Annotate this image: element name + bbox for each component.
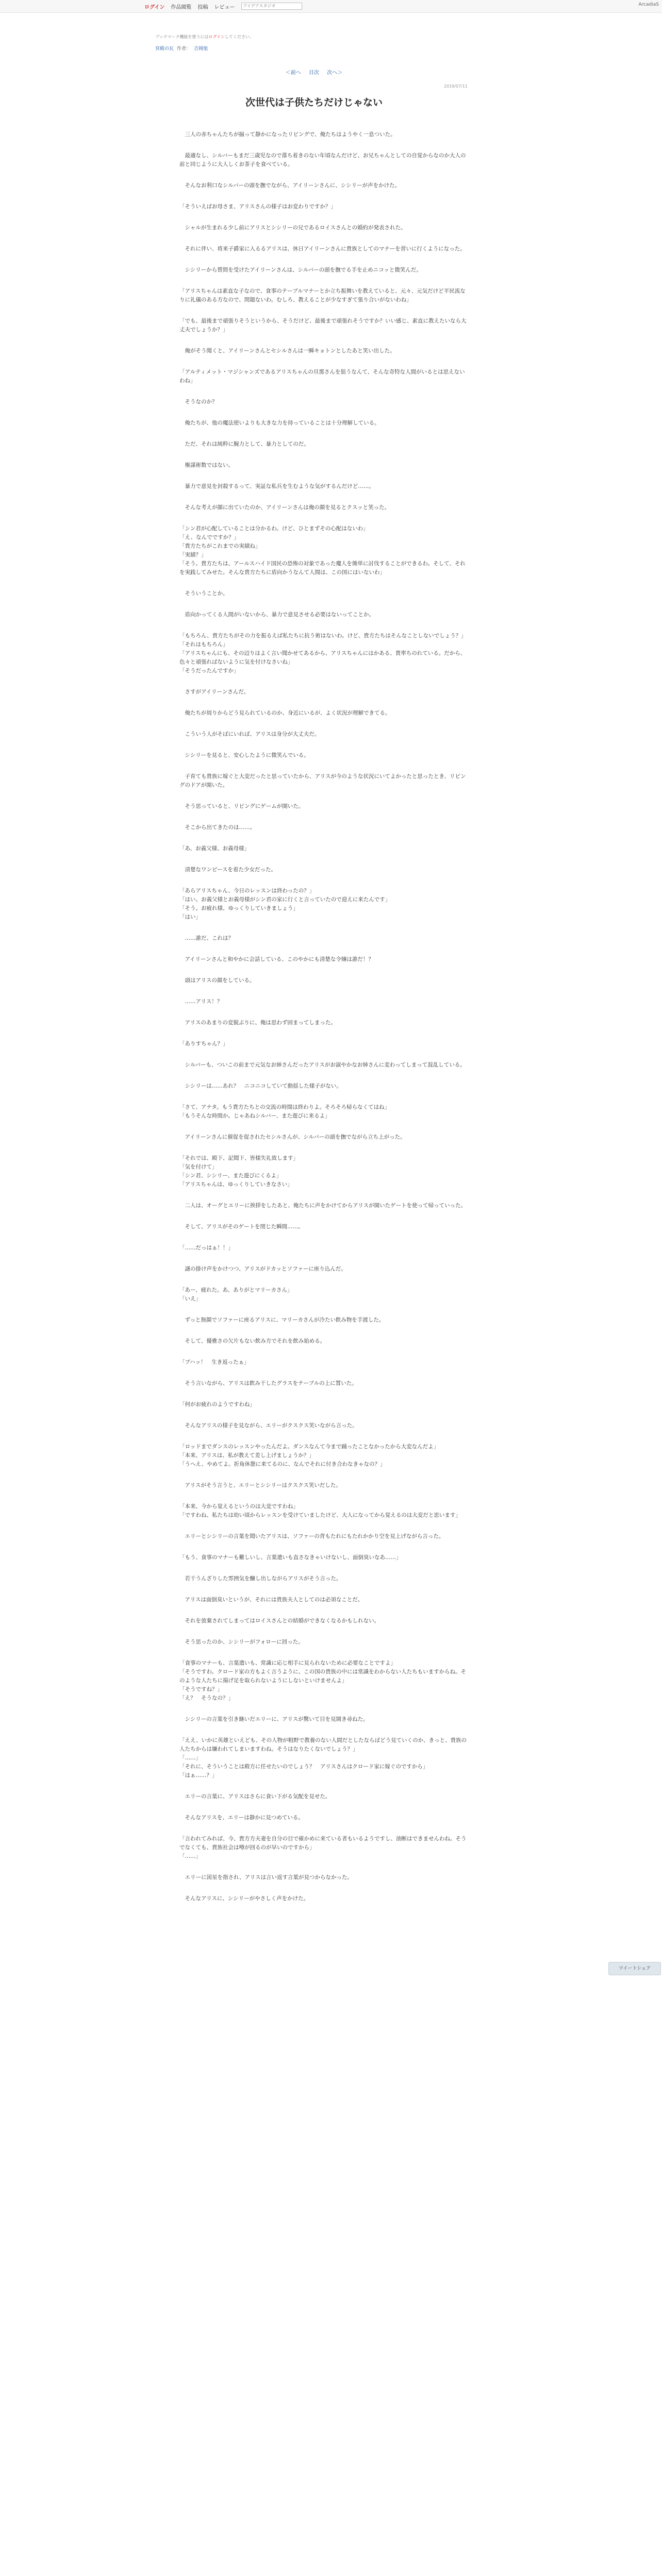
story-paragraph: アイリーンさんと和やかに会話している、このやかにも清楚な令嬢は誰だ！？ (179, 956, 374, 962)
story-paragraph: 三人の赤ちゃんたちが揃って静かになったリビングで、俺たちはようやく一息ついた。 (179, 131, 396, 138)
story-paragraph: ……誰だ、これは？ (179, 935, 234, 941)
story-paragraph: そんなアリスの様子を見ながら、エリーがクスクス笑いながら言った。 (179, 1422, 358, 1429)
story-paragraph: 「本来、今から覚えるというのは大変ですわね」 「ですわね、私たちは幼い頃からレッスンを受けていましたけど、大人になってから覚えるのは大変だと思います」 (179, 1503, 461, 1518)
story-paragraph: 頭はアリスの顔をしている。 (179, 977, 255, 984)
story-paragraph: そんなアリスに、シシリーがやさしく声をかけた。 (179, 1895, 309, 1902)
author-link[interactable]: 吉岡旭 (194, 46, 208, 52)
story-paragraph: そんなお利口なシルバーの頭を撫でながら、アイリーンさんに、シシリーが声をかけた。 (179, 182, 401, 189)
story-paragraph: 謎の掛け声をかけつつ、アリスがドカッとソファーに座り込んだ。 (179, 1266, 346, 1272)
story-paragraph: 二人は、オーグとエリーに挨拶をしたあと、俺たちに声をかけてからアリスが開いたゲートを使って帰っていった。 (179, 1202, 467, 1209)
story-paragraph: 盾向かってくる人間がいないから、暴力で意見させる必要はないってことか。 (179, 612, 374, 618)
story-paragraph: アリスのあまりの変貌ぶりに、俺は思わず固まってしまった。 (179, 1020, 336, 1026)
breadcrumb (155, 45, 482, 52)
top-navigation-bar (0, 0, 662, 13)
notice-suffix: してください。 (225, 35, 254, 39)
story-paragraph: 若干うんざりした雰囲気を醸し出しながらアリスがそう言った。 (179, 1575, 342, 1582)
story-paragraph: 「あー、疲れた。あ、ありがとマリーカさん」 「いえ」 (179, 1287, 293, 1302)
story-paragraph: 「さて、アナタ。もう貴方たちとの交流の時間は終わりよ。そろそろ帰らなくてはね」 「もうそんな時間か。じゃあねシルバー、また遊びに来るよ」 (179, 1104, 390, 1119)
story-paragraph: 「ロッドまでダンスのレッスンやったんだよ。ダンスなんて今まで踊ったことなかったから大変なんだよ」 「本来、アリスは、私が教えて差し上げましょうか？」 「うへえ、やめてよ。折角休憩に来てるのに、なんでそれに付き合わなきゃなの？」 (179, 1444, 439, 1467)
story-paragraph: 俺たちが周りからどう見られているのか、身近にいるが、よく状況が理解できてる。 (179, 710, 391, 716)
story-paragraph: エリーの言葉に、アリスはさらに食い下がる気配を見せた。 (179, 1793, 331, 1800)
story-paragraph: 「食事のマナーも、言葉遣いも、常識に応じ相手に見られないために必要なことですよ」 「そうですわ。クロード家の方もよく言うように、この国の貴族の中には常識をわからない人たちもいますからね。そのような人たちに揚げ足を取られないようにしないといけませんよ」 「そうですね？」 「え？ そうなの？」 (179, 1660, 467, 1701)
story-paragraph: そして、優雅さの欠片もない飲み方でそれを飲み始める。 (179, 1338, 326, 1344)
story-paragraph: 「アルティメット・マジシャンズであるアリスちゃんの旦那さんを狙うなんて、そんな奇特な人間がいるとは思えないわね」 (179, 369, 465, 384)
story-paragraph: 「でも、最後まで頑張りそうというから、そうだけど、最後まで頑張れそうですか？いい感じ、素直に教えたいなら大丈夫でしょうか？」 (179, 318, 467, 333)
story-paragraph: 「ありすちゃん？」 (179, 1041, 228, 1047)
story-paragraph: さすがアイリーンさんだ。 (179, 689, 250, 695)
story-paragraph: アリスがそう言うと、エリーとシシリーはクスクス笑いだした。 (179, 1482, 341, 1488)
story-paragraph: 暴力で意見を封殺するって、実証な私兵を生むような気がするんだけど……。 (179, 483, 374, 489)
search-input[interactable] (241, 3, 302, 10)
story-paragraph: アリスは面倒臭いというが、それには貴族夫人としてのは必須なことだ。 (179, 1597, 363, 1603)
story-paragraph: そう言いながら、アリスは飲み干したグラスをテーブルの上に置いた。 (179, 1380, 357, 1386)
story-paragraph: 権謀術数ではない。 (179, 462, 234, 468)
site-logo[interactable]: ArcadiaS (638, 2, 659, 7)
story-paragraph: 「そういえばお母さま、アリスさんの様子はお変わりですか？」 (179, 204, 336, 210)
story-paragraph: そんなアリスを、エリーは静かに見つめている。 (179, 1815, 304, 1821)
table-of-contents-link[interactable]: 目次 (309, 70, 319, 76)
story-paragraph: 最適なし、シルバーもまだ三歳児なので落ち着きのない年頃なんだけど、お兄ちゃんとしての自覚からなのか大人の前と同じように大人しくお茶子を食べている。 (179, 152, 466, 167)
main-content (146, 12, 482, 1916)
story-paragraph: 「もちろん、貴方たちがその力を振るえば私たちに抗う術はないわ。けど、貴方たちはそんなことしないでしょう？」 「それはもちろん」 「アリスちゃんにも、その辺りはよく言い聞かせてあるから、アリスちゃんにはかある、貴率ちのれている。だから、色々と頑張ればないように気を付けなさいね」 「そうだったんですか」 (179, 633, 467, 674)
story-paragraph: 清楚なワンピースを着た少女だった。 (179, 867, 277, 873)
top-nav-links (144, 0, 302, 12)
story-paragraph: エリーとシシリーの言葉を聞いたアリスは、ソファーの背もたれにもたれかかり空を見上げながら言った。 (179, 1533, 444, 1539)
nav-link-review[interactable]: レビュー (214, 4, 235, 10)
story-paragraph: 「何がお疲れのようですわね」 (179, 1401, 255, 1408)
story-paragraph: シシリーから質問を受けたアイリーンさんは、シルバーの頭を撫でる手を止めニコッと微笑んだ。 (179, 267, 422, 273)
story-body (179, 130, 469, 1903)
story-paragraph: 「シン君が心配していることは分かるわ。けど、ひとまずその心配はないわ」 「え、なんでですか？」 「貴方たちがこれまでの実績ね」 「実績？」 「そう。貴方たちは、アールスハイド国民の恐怖の対象であった魔人を簡単に討伐することができるわ。そして、それを実践してみせた。そんな貴方たちに盾向かうなんて人間は、この国にはいないわ」 (179, 526, 466, 575)
prev-chapter-link[interactable]: ＜前へ (285, 70, 301, 76)
story-paragraph: アイリーンさんに催促を促されたセシルさんが、シルバーの頭を撫でながら立ち上がった。 (179, 1134, 406, 1140)
story-paragraph: ……アリス！？ (179, 998, 223, 1005)
login-notice (155, 34, 482, 40)
post-date: 2019/07/11 (443, 84, 468, 89)
next-chapter-link[interactable]: 次へ＞ (327, 70, 343, 76)
story-paragraph: そして、アリスがそのゲートを閉じた瞬間……。 (179, 1224, 304, 1230)
story-paragraph: 「あ、お義父様、お義母様」 (179, 845, 250, 852)
story-paragraph: 「それでは、殿下、記聞下、皆様失礼致します」 「気を付けて」 「シン君、シシリー、また遊びにくるよ」 「アリスちゃんは、ゆっくりしていきなさい」 (179, 1155, 299, 1188)
story-paragraph: 「ええ、いかに英雄といえども、その人物が粗野で教養のない人間だとしたならばどう見ていくのか、きっと、貴族の人たちからは嫌われてしまいますわね。そうはなりたくないでしょう？」 「……」 「それに、そういうことは殿方に任せたいのでしょう？ アリスさんはクロード家に嫁ぐのですから」 「はぁ……？」 (179, 1737, 467, 1778)
story-paragraph: そう思ったのか、シシリーがフォローに回った。 (179, 1639, 304, 1645)
story-paragraph: そうなのか？ (179, 399, 218, 405)
story-paragraph: エリーに図星を指され、アリスは言い返す言葉が見つからなかった。 (179, 1874, 353, 1880)
notice-login-link[interactable]: ログイン (208, 35, 225, 39)
story-paragraph: シシリーを見ると、安心したように微笑んでいる。 (179, 752, 309, 758)
story-paragraph: こういう人がそばにいれば、アリスは身分が大丈夫だ。 (179, 731, 320, 737)
notice-prefix: ブックマーク機能を使うには (155, 35, 209, 39)
story-paragraph: それに伴い、将来子爵家に入るるアリスは、休日アイリーンさんに貴族としてのマナーを習いに行くようになった。 (179, 246, 466, 252)
story-paragraph: 子育ても貴族に嫁ぐと大変だったと思っていたから、アリスが今のような状況にいてよかったと思ったとき、リビングのドアが開いた。 (179, 773, 466, 788)
story-paragraph: シルバーも、ついこの前まで元気なお姉さんだったアリスがお淑やかなお姉さんに変わってしまって混乱している。 (179, 1062, 466, 1068)
author-label: 作者： (177, 46, 191, 52)
story-paragraph: それを放棄されてしまってはロイスさんとの結婚ができなくなるかもしれない。 (179, 1618, 380, 1624)
chapter-pager (146, 68, 482, 76)
nav-link-browse[interactable]: 作品閲覧 (171, 4, 192, 10)
breadcrumb-work-link[interactable]: 宮殿の瓦 (155, 46, 174, 52)
story-paragraph: そこから出てきたのは……。 (179, 824, 255, 831)
story-paragraph: そういうことか。 (179, 590, 228, 597)
nav-link-post[interactable]: 投稿 (197, 4, 208, 10)
story-paragraph: そう思っていると、リビングにゲームが開いた。 (179, 803, 304, 809)
story-paragraph: 「あらアリスちゃん、今日のレッスンは終わったの？」 「はい。お義父様とお義母様がシン君の家に行くと言っていたので迎えに来たんです」 「そう。お疲れ様、ゆっくりしていきましょう」 「はい」 (179, 888, 391, 920)
story-paragraph: ずっと無顔でソファーに座るアリスに、マリーカさんが冷たい飲み物を手渡した。 (179, 1317, 385, 1323)
chapter-title: 次世代は子供たちだけじゃない (245, 97, 383, 108)
story-paragraph: 俺たちが、他の魔法使いよりも大きな力を持っていることは十分理解している。 (179, 420, 380, 426)
story-paragraph: ただ、それは純粋に腕力として、暴力としてのだ。 (179, 441, 309, 447)
story-paragraph: シシリーの言葉を引き継いだエリーに、アリスが驚いて目を見開き尋ねた。 (179, 1716, 369, 1722)
share-button[interactable]: ツイートシェア (608, 1962, 661, 1975)
story-paragraph: 俺がそう聞くと、アイリーンさんとセシルさんは一瞬キョトンとしたあと笑い出した。 (179, 348, 395, 354)
story-paragraph: シャルが生まれる少し前にアリスとシシリーの兄であるロイスさんとの婚約が発表された。 (179, 225, 406, 231)
story-paragraph: 「……だっはぁ！！」 (179, 1245, 234, 1251)
story-paragraph: シシリーは……あれ？ ニコニコしていて動揺した様子がない。 (179, 1083, 342, 1089)
login-link[interactable]: ログイン (144, 4, 165, 10)
story-paragraph: 「言われてみれば、今、貴方方夫妻を自分の目で確かめに来ている者もいるようですし、油断はできませんわね。そうでなくても、貴族社会は噂が回るのが早いのですから」 「……」 (179, 1836, 467, 1859)
story-paragraph: 「アリスちゃんは素直な子なので、食事のテーブルマナーとか立ち振舞いを教えていると、元々、元気だけど平民流なりに礼儀のある方なので、問題ないわ。むしろ、教えることが少なすぎて張り合いがないわね」 (179, 288, 466, 303)
story-paragraph: 「もう、食事のマナーも難しいし、言葉遣いも直さなきゃいけないし、面倒臭いなあ……」 (179, 1554, 402, 1561)
story-paragraph: 「プハッ！ 生き返ったぁ」 (179, 1359, 250, 1365)
story-paragraph: そんな考えが顔に出ていたのか、アイリーンさんは俺の顔を見るとクスッと笑った。 (179, 504, 390, 511)
